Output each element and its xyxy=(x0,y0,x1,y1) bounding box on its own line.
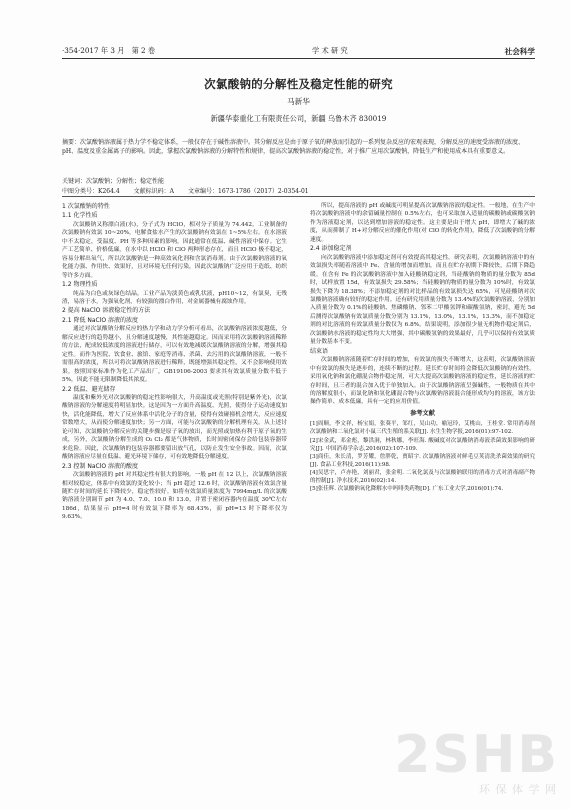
site-watermark xyxy=(389,725,559,795)
right-column-body xyxy=(310,202,535,407)
paper-title: 次氯酸钠的分解性及稳定性能的研究 xyxy=(204,77,393,91)
abstract-rule xyxy=(62,196,535,197)
body-paragraph: 向次氯酸钠溶液中添加稳定剂可有效提高其稳定性。研究表明，次氯酸钠溶液中的有效氯损失率随着溶液中 Fe、含量的增加而增加，而且在贮存初期下降较快，后期下降趋缓。在含有 Fe 的次氯酸钠溶液中加入硅酸钠稳定剂，当硅酸钠的物质的量分数为 85d时，试样放置 15d，有效氯损失 29.58%；当硅酸钠的物质的量分数为 10%时，有效氯损失下降为 18.38%；不添加稳定剂的对比样品的有效氯损失达 65%，可见硅酸钠对次氯酸钠溶液确有较好的稳定作用。还有研究用质量分数为 13.4%的次氯酸钠溶液，分别加入质量分数为 0.1%的硅酸钠、焦磷酸钠、邻苯二甲酸氢钾和碳酸氢钠，密封，避光 5d 后测得次氯酸钠有效氯质量分数分别为 13.1%，13.0%，13.1%，13.3%，而不加稳定剂的对比溶液的有效氯质量分数仅为 6.8%。结果说明，添加很少量无机物作稳定剂后，次氯酸钠水溶液的稳定性均大大增强，其中碳酸氢钠的效果最好，几乎可以保持有效氯质量分数基本不变。 xyxy=(310,254,535,346)
body-paragraph: 次氯酸钠又称漂白液(水)，分子式为 HClO，相对分子质量为 74.442。工业制备的次氯酸钠有效氯 10~20%，电解食盐水产生的次氯酸钠有效氯在 1~5%左右。在水溶液中不太稳定，受温度、PH 等多种因素的影响，因此通常在低温、碱性溶液中保存。它生产工艺简单、价格低廉，在水中以 HClO 和 ClO 两种形态存在，而且 HClO 极不稳定，容易分解出氧气，所以次氯酸钠是一种高效氧化剂和含氯消毒剂。由于次氯酸钠溶液的氧化能力强、作用快、效果好，且对环境无任何污染，因此次氯酸钠广泛应用于造纸、纺织等许多方面。 xyxy=(62,221,287,279)
classification-line xyxy=(62,186,535,195)
section-heading: 2.1 降低 NaClO 溶液的浓度 xyxy=(62,316,139,324)
reference-item: [2]宋金武，邓金彪，黎洪洞，林秋娜，李旺海. 酸碱度对次氯酸钠消毒液杀菌效果影响的研究[J]. 中国消毒学杂志,2016(02):107-109. xyxy=(310,437,535,452)
article-number: 文章编号：1673-1786（2017）2-0354-01 xyxy=(188,188,309,195)
document-code: 文献标识码：A xyxy=(133,188,175,195)
section-heading: 结束语 xyxy=(310,347,329,355)
reference-list xyxy=(310,420,535,493)
section-heading: 2.2 低温、避光储存 xyxy=(62,385,116,393)
reference-item: [3]商佳，朱长清，罗芳耀，詹胖乾，贾昭宇. 次氯酸钠溶液对鲜毛豆荚清洗杀菌效果的研究[J]. 食品工业科技,2016(11):98. xyxy=(310,453,535,468)
body-paragraph: 次氯酸钠溶液的 pH 对其稳定性有很大的影响。一般 pH 在 12 以上，次氯酸钠溶液相对较稳定，体系中有效氯的变化较小；当 pH 超过 12.6 时，次氯酸钠溶液有效氯含量随贮存时间的延长下降较少，稳定性较好。如将有效氯质量浓度为 7994mg/L 的次氯酸钠溶液分别调节 pH 为 4.0、7.0、10.0 和 13.0，并置于密闭容器内在温度 30℃左右 186d，结果显示 pH=4 时有效氯下降率为 68.43%，而 pH=13 时下降率仅为 9.63%。 xyxy=(62,472,287,521)
body-paragraph: 所以，提高溶液的 pH 或碱度可明显提高次氯酸钠溶液的稳定性。一般地，在生产中将次氯酸钠溶液中的余留碱量控制在 0.5%左右，也可采取加入适量的碳酸钠或碳酸氢钠作为溶液稳定剂，以达到增加溶液的稳定性。这主要是由于增大 pH，即增大了碱的浓度，从而抑制了 H+对分解反应的催化作用(对 ClO 的转化作用)，降低了次氯酸钠的分解速度。 xyxy=(310,203,535,243)
section-heading: 1.2 物理性质 xyxy=(62,281,98,289)
keywords: 关键词：次氯酸钠；分解性；稳定性能 xyxy=(62,178,165,185)
author-affiliation: 新疆华泰重化工有限责任公司，新疆 乌鲁木齐 830019 xyxy=(210,114,387,123)
section-heading: 2 提高 NaClO 溶液稳定性的方法 xyxy=(62,307,151,315)
abstract: 摘要：次氯酸钠溶液属于热力学不稳定体系，一般仅存在于碱性溶液中。其分解反应是由于原子氧的释放而引起的一系列复杂反应的宏观表现，分解反应的速度受溶液的浓度、pH、温度及重金属离子的影响。因此，掌握次氯酸钠溶液的分解特性和规律，提高次氯酸钠溶液的稳定性，对于推广应用次氯酸钠，降低生产和使用成本具有重要意义。 xyxy=(62,139,525,156)
header-issue: ·354·2017 年 3 月 第 2 卷 xyxy=(62,46,156,55)
body-column-left xyxy=(62,202,287,522)
header-rule xyxy=(62,58,535,59)
body-column-right xyxy=(310,202,535,493)
references-title: 参考文献 xyxy=(410,409,435,417)
header-journal: 社会科学 xyxy=(504,46,535,56)
body-paragraph: 次氯酸钠溶液随着贮存时间的增加，有效氯的损失不断增大，这表明，次氯酸钠溶液中有效氯的损失是逐步的，连续不断的过程。延长贮存时间将会降低次氯酸钠的有效性。采用氧化钠和氯化硼混合物作稳定剂，可大大提高次氯酸钠溶液的稳定性，延长溶液的贮存时间，且三者的混合加入优于单独加入。由于次氯酸钠溶液呈强碱性，一般物质在其中的溶解度很小，而氯化钠和氢化硼混合物与次氯酸钠溶液混合能形成均匀的溶液，该方法操作简单、成本低廉，具有一定的应用价值。 xyxy=(310,357,535,406)
watermark-subtitle: 环 保 体 学 网 xyxy=(479,783,557,796)
watermark-logo: 2SHB xyxy=(394,725,559,785)
body-paragraph: 通过对次氯酸钠分解反应的热力学和动力学分析可看出，次氯酸钠溶液浓度越低，分解反应进行的趋势越小，且分解速度越慢，其性能越稳定。因而采用将次氯酸钠溶液稀释的方法，配成较低浓度的溶液进行储存，可以有效地减缓次氯酸钠溶液的分解，增强其稳定性。而作为医院、饮食业、旅馆、家庭等消毒、杀菌、去污用的次氯酸钠溶液，一般不需很高的浓度，所以可将次氯酸钠溶液进行稀释，既能增强其稳定性，又不会影响使用效果。按照国家标准作为化工产品出厂，GB19106-2003 要求其有效氯质量分数不低于 5%，因此不能无限制降低其浓度。 xyxy=(62,326,287,384)
section-heading: 2.3 控制 NaClO 溶液的酸度 xyxy=(62,462,139,470)
header-section: 学 术 研 究 xyxy=(312,46,348,55)
section-heading: 1 次氯酸钠的特性 xyxy=(62,203,110,210)
running-header xyxy=(62,44,535,58)
reference-item: [4]吴思宇，卢亦艳，刘丽君，张金明. 二氧化氯及与次氯酸钠联用的消毒方式对消毒副产物的控制[J]. 净水技术,2016(02):14. xyxy=(310,469,535,484)
author-name: 马新华 xyxy=(287,97,310,106)
body-paragraph: 纯品为白色或灰绿色结晶，工业产品为淡黄色或乳状液，pH10~12，有氯臭，无残渣，易溶于水，为强氧化剂，有较强的漂白作用，对金属器械有腐蚀作用。 xyxy=(62,290,287,305)
reference-item: [1]周顺，李文祥，杨宝娟，张葵平，邹红，吴山功，喻冠玲，艾桃山，王桂堂. 常用消毒剂次氯酸钠和二氧化氯对小鼠三代生殖的系关联[J]. 水生生物学报,2016(01):97-102. xyxy=(310,421,535,436)
reference-item: [5]张佳辉. 次氯酸钠氧化降解水中吗啡类药物[D]. 广东工业大学,2016(01):74. xyxy=(310,486,504,493)
body-paragraph: 温度和紫外光对次氯酸钠的稳定性影响很大，升高温度或光照(特别是紫外光)，次氯酸钠溶液的分解速度将明显加快。这是因为一方面升高温度、光照，使得分子运动速度加快，活化能降低，增大了反应体系中活化分子的含量，使得有效碰撞机会增大，反应速度常数增大，从而使分解速度加快；另一方面，可能与次氯酸钠的分解机理有关。从上述讨论可知，次氯酸钠分解反应的关键步骤是原子氧的放出，而光照或加热有利于原子氧的生成，另外，次氯酸钠分解生成的 O₂ Cl₂ 都是气体物质，长时间密闭保存会给包装容器带来危险。因此，次氯酸钠的包装容器都要留出放气孔，以防止发生安全事故。因而，次氯酸钠溶液应尽量在低温、避光环境下储存，可有效地降低分解速度。 xyxy=(62,394,287,461)
clc-number: 中图分类号：K264.4 xyxy=(62,188,120,195)
section-heading: 2.4 添加稳定剂 xyxy=(310,245,352,253)
section-heading: 1.1 化学性质 xyxy=(62,212,98,220)
